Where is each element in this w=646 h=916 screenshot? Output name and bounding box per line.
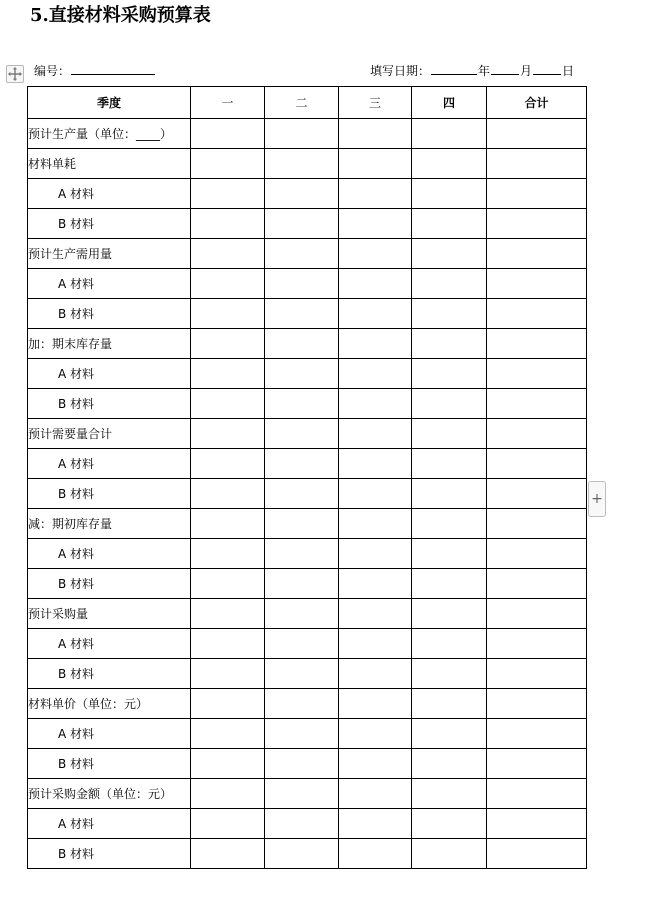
cell-q4[interactable] <box>412 479 487 509</box>
row-label: A 材料 <box>28 719 191 749</box>
cell-q4[interactable] <box>412 209 487 239</box>
table-row <box>28 389 587 419</box>
cell-q4[interactable] <box>412 299 487 329</box>
year-label: 年 <box>478 64 491 78</box>
row-label: A 材料 <box>28 539 191 569</box>
table-row <box>28 269 587 299</box>
cell-q1[interactable] <box>191 419 265 449</box>
cell-q3[interactable] <box>339 419 412 449</box>
fill-date-line <box>370 62 574 79</box>
row-label: B 材料 <box>28 839 191 869</box>
row-label: B 材料 <box>28 479 191 509</box>
cell-q2[interactable] <box>265 719 339 749</box>
row-label: B 材料 <box>28 299 191 329</box>
year-blank[interactable] <box>431 62 477 75</box>
cell-total[interactable] <box>487 839 587 869</box>
cell-q2[interactable] <box>265 539 339 569</box>
cell-q1[interactable] <box>191 299 265 329</box>
cell-q3[interactable] <box>339 299 412 329</box>
cell-q3[interactable] <box>339 359 412 389</box>
cell-q2[interactable] <box>265 149 339 179</box>
cell-q1[interactable] <box>191 719 265 749</box>
cell-q4[interactable] <box>412 569 487 599</box>
cell-q2[interactable] <box>265 629 339 659</box>
cell-q1[interactable] <box>191 839 265 869</box>
table-row <box>28 419 587 449</box>
cell-q4[interactable] <box>412 509 487 539</box>
cell-q4[interactable] <box>412 809 487 839</box>
cell-total[interactable] <box>487 389 587 419</box>
table-row <box>28 539 587 569</box>
cell-total[interactable] <box>487 119 587 149</box>
cell-q2[interactable] <box>265 209 339 239</box>
row-label: B 材料 <box>28 569 191 599</box>
table-row <box>28 569 587 599</box>
header-season: 季度 <box>28 87 191 119</box>
table-row <box>28 359 587 389</box>
plus-icon: + <box>591 491 603 507</box>
table-row <box>28 629 587 659</box>
row-label: B 材料 <box>28 389 191 419</box>
cell-q1[interactable] <box>191 569 265 599</box>
cell-total[interactable] <box>487 359 587 389</box>
cell-q4[interactable] <box>412 149 487 179</box>
cell-total[interactable] <box>487 479 587 509</box>
row-label: 预计需要量合计 <box>28 419 191 449</box>
cell-q3[interactable] <box>339 809 412 839</box>
cell-q3[interactable] <box>339 119 412 149</box>
cell-q1[interactable] <box>191 149 265 179</box>
cell-total[interactable] <box>487 449 587 479</box>
cell-q3[interactable] <box>339 749 412 779</box>
row-label: 减：期初库存量 <box>28 509 191 539</box>
cell-q2[interactable] <box>265 479 339 509</box>
table-row <box>28 299 587 329</box>
cell-q2[interactable] <box>265 119 339 149</box>
cell-q1[interactable] <box>191 359 265 389</box>
add-row-button[interactable] <box>588 481 606 517</box>
table-row <box>28 599 587 629</box>
day-blank[interactable] <box>533 62 561 75</box>
header-total: 合计 <box>487 87 587 119</box>
row-label: 预计采购金额（单位：元） <box>28 779 191 809</box>
row-label: 预计采购量 <box>28 599 191 629</box>
row-label: A 材料 <box>28 269 191 299</box>
cell-q3[interactable] <box>339 659 412 689</box>
cell-q3[interactable] <box>339 179 412 209</box>
cell-q3[interactable] <box>339 209 412 239</box>
serial-number-blank[interactable] <box>71 62 155 75</box>
cell-q4[interactable] <box>412 329 487 359</box>
cell-q2[interactable] <box>265 389 339 419</box>
cell-q2[interactable] <box>265 659 339 689</box>
cell-q1[interactable] <box>191 509 265 539</box>
row-label: A 材料 <box>28 629 191 659</box>
cell-total[interactable] <box>487 659 587 689</box>
header-row <box>28 87 587 119</box>
cell-q3[interactable] <box>339 599 412 629</box>
cell-q1[interactable] <box>191 779 265 809</box>
cell-total[interactable] <box>487 329 587 359</box>
row-label: 预计生产量（单位：____） <box>28 119 191 149</box>
day-label: 日 <box>562 64 575 78</box>
cell-q4[interactable] <box>412 839 487 869</box>
cell-total[interactable] <box>487 719 587 749</box>
table-row <box>28 209 587 239</box>
cell-total[interactable] <box>487 539 587 569</box>
cell-q4[interactable] <box>412 239 487 269</box>
cell-q2[interactable] <box>265 509 339 539</box>
cell-total[interactable] <box>487 629 587 659</box>
table-row <box>28 239 587 269</box>
cell-q3[interactable] <box>339 509 412 539</box>
fill-date-label: 填写日期： <box>370 64 431 78</box>
cell-q2[interactable] <box>265 689 339 719</box>
header-q4: 四 <box>412 87 487 119</box>
cell-q2[interactable] <box>265 329 339 359</box>
cell-q3[interactable] <box>339 839 412 869</box>
cell-q4[interactable] <box>412 419 487 449</box>
cell-q2[interactable] <box>265 809 339 839</box>
table-row <box>28 149 587 179</box>
table-row <box>28 659 587 689</box>
cell-total[interactable] <box>487 569 587 599</box>
cell-q4[interactable] <box>412 599 487 629</box>
row-label: 预计生产需用量 <box>28 239 191 269</box>
cell-q1[interactable] <box>191 689 265 719</box>
cell-q4[interactable] <box>412 749 487 779</box>
cell-q1[interactable] <box>191 809 265 839</box>
cell-q3[interactable] <box>339 269 412 299</box>
cell-q3[interactable] <box>339 779 412 809</box>
cell-q3[interactable] <box>339 719 412 749</box>
cell-q3[interactable] <box>339 449 412 479</box>
table-row <box>28 809 587 839</box>
table-row <box>28 479 587 509</box>
cell-q2[interactable] <box>265 419 339 449</box>
cell-q1[interactable] <box>191 539 265 569</box>
cell-q2[interactable] <box>265 839 339 869</box>
row-label: A 材料 <box>28 809 191 839</box>
cell-q3[interactable] <box>339 569 412 599</box>
cell-total[interactable] <box>487 179 587 209</box>
cell-q2[interactable] <box>265 359 339 389</box>
cell-total[interactable] <box>487 809 587 839</box>
cell-q4[interactable] <box>412 629 487 659</box>
cell-q2[interactable] <box>265 299 339 329</box>
cell-q3[interactable] <box>339 539 412 569</box>
cell-total[interactable] <box>487 599 587 629</box>
row-label: A 材料 <box>28 449 191 479</box>
document-title: 5.直接材料采购预算表 <box>30 5 211 26</box>
cell-q2[interactable] <box>265 269 339 299</box>
move-arrows-icon <box>7 66 23 82</box>
cell-total[interactable] <box>487 239 587 269</box>
cell-q1[interactable] <box>191 389 265 419</box>
cell-q1[interactable] <box>191 449 265 479</box>
cell-q2[interactable] <box>265 239 339 269</box>
cell-q1[interactable] <box>191 179 265 209</box>
cell-q1[interactable] <box>191 119 265 149</box>
cell-q4[interactable] <box>412 179 487 209</box>
cell-q4[interactable] <box>412 689 487 719</box>
row-label: B 材料 <box>28 659 191 689</box>
cell-total[interactable] <box>487 689 587 719</box>
cell-total[interactable] <box>487 419 587 449</box>
cell-q4[interactable] <box>412 659 487 689</box>
cell-total[interactable] <box>487 149 587 179</box>
header-q1: 一 <box>191 87 265 119</box>
serial-number-line <box>34 62 156 79</box>
cell-q4[interactable] <box>412 539 487 569</box>
cell-q3[interactable] <box>339 149 412 179</box>
row-label: 材料单耗 <box>28 149 191 179</box>
cell-q3[interactable] <box>339 629 412 659</box>
cell-q2[interactable] <box>265 449 339 479</box>
cell-q4[interactable] <box>412 449 487 479</box>
month-label: 月 <box>520 64 533 78</box>
table-row <box>28 509 587 539</box>
cell-total[interactable] <box>487 509 587 539</box>
cell-total[interactable] <box>487 749 587 779</box>
row-label: B 材料 <box>28 749 191 779</box>
table-row <box>28 119 587 149</box>
row-label: 材料单价（单位：元） <box>28 689 191 719</box>
cell-q2[interactable] <box>265 599 339 629</box>
cell-q1[interactable] <box>191 749 265 779</box>
cell-q4[interactable] <box>412 119 487 149</box>
cell-q1[interactable] <box>191 629 265 659</box>
table-body <box>28 119 587 869</box>
cell-q3[interactable] <box>339 479 412 509</box>
cell-q1[interactable] <box>191 209 265 239</box>
cell-q1[interactable] <box>191 479 265 509</box>
table-row <box>28 719 587 749</box>
table-row <box>28 689 587 719</box>
row-label: 加：期末库存量 <box>28 329 191 359</box>
cell-q1[interactable] <box>191 599 265 629</box>
cell-total[interactable] <box>487 299 587 329</box>
cell-q4[interactable] <box>412 779 487 809</box>
table-row <box>28 749 587 779</box>
cell-q2[interactable] <box>265 749 339 779</box>
serial-number-label: 编号： <box>34 64 71 78</box>
cell-q4[interactable] <box>412 269 487 299</box>
cell-q1[interactable] <box>191 329 265 359</box>
row-label: A 材料 <box>28 179 191 209</box>
cell-q4[interactable] <box>412 719 487 749</box>
table-move-handle[interactable] <box>6 65 24 83</box>
table-row <box>28 779 587 809</box>
row-label: A 材料 <box>28 359 191 389</box>
cell-q1[interactable] <box>191 239 265 269</box>
cell-q3[interactable] <box>339 689 412 719</box>
cell-total[interactable] <box>487 779 587 809</box>
month-blank[interactable] <box>491 62 519 75</box>
cell-q2[interactable] <box>265 779 339 809</box>
cell-q3[interactable] <box>339 239 412 269</box>
cell-total[interactable] <box>487 269 587 299</box>
table-row <box>28 179 587 209</box>
cell-q3[interactable] <box>339 329 412 359</box>
header-q3: 三 <box>339 87 412 119</box>
cell-q3[interactable] <box>339 389 412 419</box>
material-purchase-budget-table <box>27 86 587 869</box>
cell-q1[interactable] <box>191 659 265 689</box>
cell-q4[interactable] <box>412 359 487 389</box>
table-row <box>28 839 587 869</box>
cell-q1[interactable] <box>191 269 265 299</box>
header-q2: 二 <box>265 87 339 119</box>
table-row <box>28 449 587 479</box>
cell-total[interactable] <box>487 209 587 239</box>
table-row <box>28 329 587 359</box>
cell-q4[interactable] <box>412 389 487 419</box>
row-label: B 材料 <box>28 209 191 239</box>
cell-q2[interactable] <box>265 179 339 209</box>
cell-q2[interactable] <box>265 569 339 599</box>
